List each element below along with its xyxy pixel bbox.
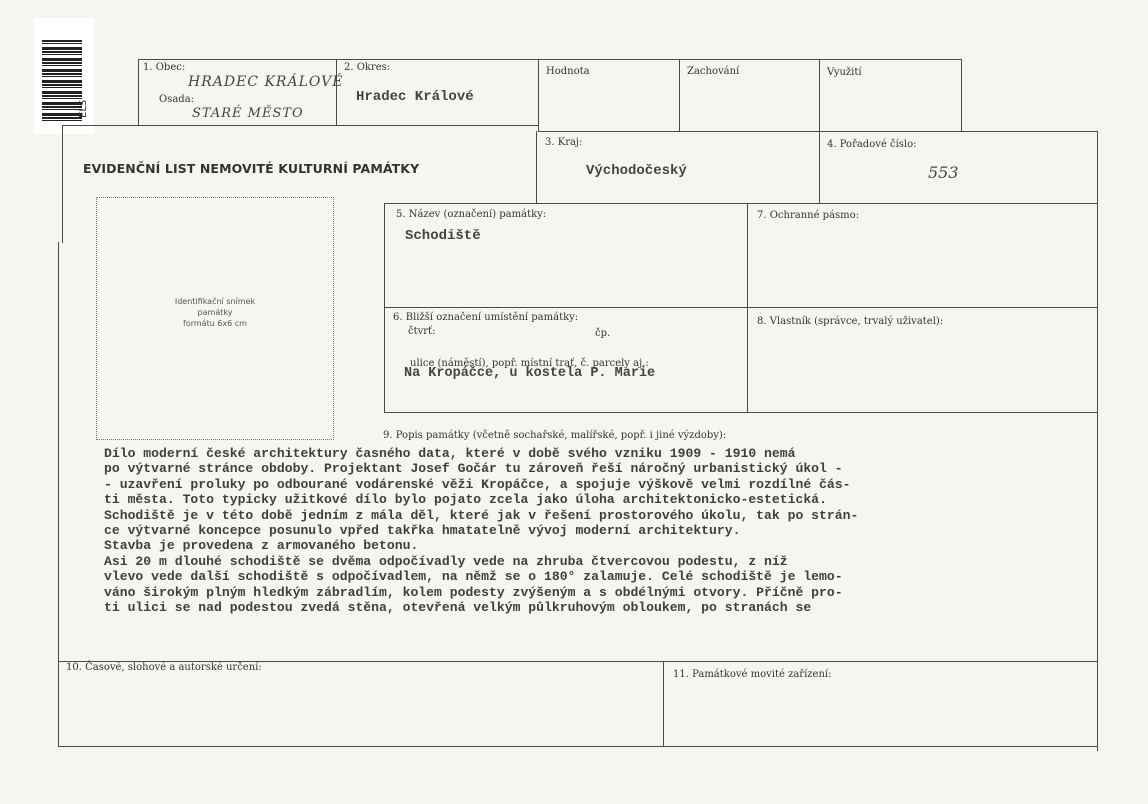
description-line: po výtvarné stránce obdoby. Projektant Josef Gočár tu zároveň řeší náročný urbanistický úkol - [104,461,843,477]
ulice-value: Na Kropáčce, u kostela P. Marie [404,366,656,381]
okres-label: 2. Okres: [344,62,391,73]
nazev-label: 5. Název (označení) památky: [396,209,547,220]
photo-placeholder [96,197,334,440]
casove-label: 10. Časové, slohové a autorské určení: [66,662,262,673]
blizsi-label: 6. Bližší označení umístění památky: [393,312,579,323]
hodnota-label: Hodnota [546,66,590,77]
barcode-icon [42,40,82,122]
description-line: ce výtvarné koncepce posunulo vpřed takřka hmatatelně vývoj moderní architektury. [104,523,741,539]
description-line: Dílo moderní české architektury časného data, které v době svého vzniku 1909 - 1910 nemá [104,446,796,461]
description-text [104,446,1064,615]
nazev-value: Schodiště [405,228,481,244]
photo-line-2: památky [197,308,233,317]
description-line: Schodiště je v této době jedním z mála děl, které jak v řešení prostorového úkolu, tak po strán- [104,507,859,523]
vlastnik-label: 8. Vlastník (správce, trvalý uživatel): [757,316,944,327]
poradove-value: 553 [928,163,959,182]
popis-label: 9. Popis památky (včetně sochařské, malířské, popř. i jiné výzdoby): [383,430,727,441]
zachovani-label: Zachování [687,66,740,77]
osada-label: Osada: [159,94,195,105]
description-line: - uzavření proluky po odbourané vodárenské věži Kropáčce, a spojuje výškově velmi rozdílné čás- [104,476,851,492]
ulice-label: ulice (náměstí), popř. místní trať, č. parcely aj.: [410,358,649,369]
barcode-sticker [34,18,94,134]
description-line: ti ulici se nad podestou zvedá stěna, otevřená velkým půlkruhovým obloukem, po stranách se [104,600,812,616]
cp-label: čp. [595,328,611,339]
movite-label: 11. Památkové movité zařízení: [673,669,832,680]
description-line: Stavba je provedena z armovaného betonu. [104,538,419,554]
obec-value: HRADEC KRÁLOVÉ [188,74,344,90]
description-line: ti města. Toto typicky užitkové dílo bylo pojato zcela jako úloha architektonicko-estetická. [104,492,827,508]
poradove-label: 4. Pořadové číslo: [827,139,917,150]
obec-label: 1. Obec: [143,62,186,73]
ctvrt-label: čtvrť: [408,326,436,337]
barcode-code: ELS [78,99,89,118]
description-line: vlevo vede další schodiště s odpočívadlem, na němž se o 180° zalamuje. Celé schodiště je lemo- [104,569,843,585]
osada-value: STARÉ MĚSTO [192,106,304,121]
description-line: Asi 20 m dlouhé schodiště se dvěma odpočívadly vede na zhruba čtvercovou podestu, z níž [104,553,788,569]
description-line: váno širokým plným hledkým zábradlím, kolem podesty zvýšeným a s obdélnými otvory. Příčně pro- [104,584,843,600]
ochranne-label: 7. Ochranné pásmo: [757,210,860,221]
photo-line-1: Identifikační snímek [174,297,256,306]
photo-line-3: formátu 6x6 cm [183,319,247,328]
okres-value: Hradec Králové [356,89,474,105]
kraj-value: Východočeský [586,163,687,179]
vyuziti-label: Využití [827,67,862,78]
card-title: EVIDENČNÍ LIST NEMOVITÉ KULTURNÍ PAMÁTKY [83,161,420,176]
kraj-label: 3. Kraj: [545,137,583,148]
